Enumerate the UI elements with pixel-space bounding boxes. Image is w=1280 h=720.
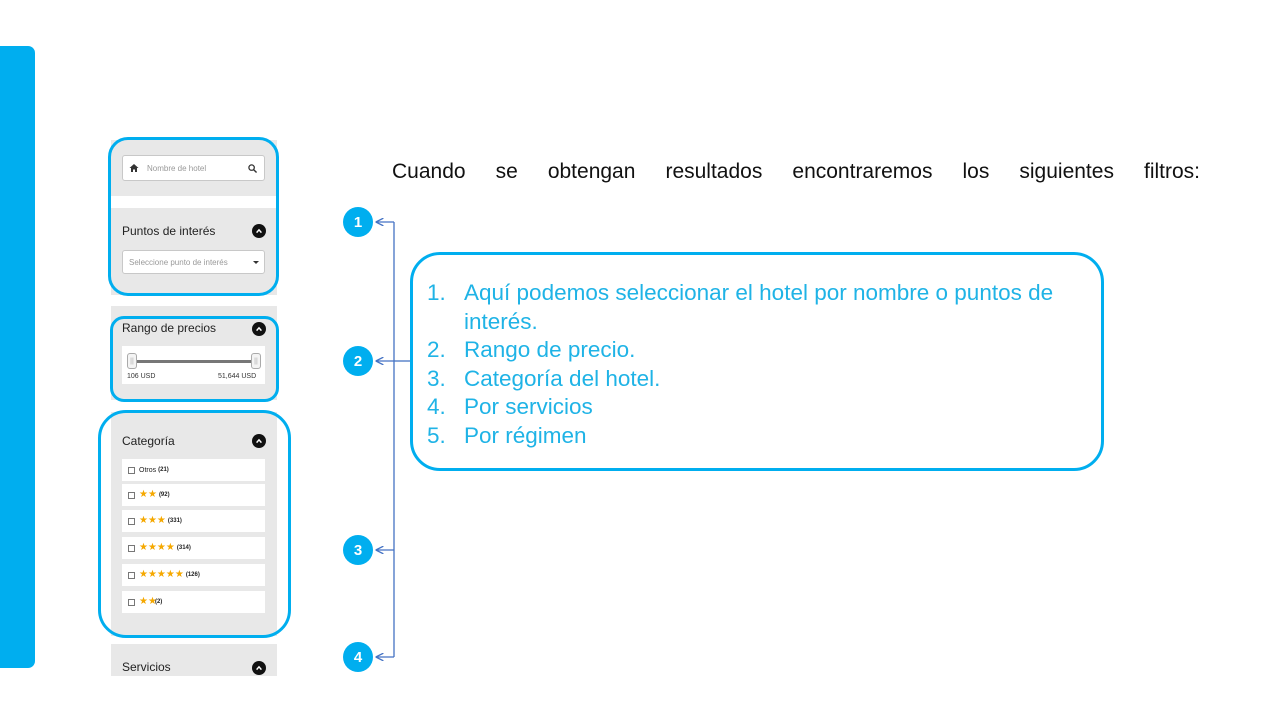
step-number: 3. bbox=[427, 365, 446, 391]
highlight-category-section bbox=[98, 410, 291, 638]
highlight-search-section bbox=[108, 137, 279, 296]
step-number: 1. bbox=[427, 280, 446, 305]
step-number: 5. bbox=[427, 422, 446, 448]
hotel-name-placeholder: Nombre de hotel bbox=[147, 163, 207, 173]
collapse-chevron-up-icon[interactable] bbox=[252, 661, 266, 675]
step-number: 4. bbox=[427, 394, 446, 419]
steps-list bbox=[427, 279, 1064, 450]
connector-lines bbox=[370, 205, 410, 675]
category-count: (126) bbox=[185, 572, 200, 578]
category-count: (331) bbox=[167, 518, 182, 524]
category-count: (92) bbox=[158, 492, 170, 498]
services-title: Servicios bbox=[122, 660, 171, 674]
price-slider-max-handle[interactable]: || bbox=[251, 353, 261, 369]
steps-box bbox=[410, 252, 1104, 471]
star-icon: ★★ bbox=[139, 596, 157, 607]
step-text: Categoría del hotel. bbox=[464, 365, 661, 391]
price-max-label: 51,644 USD bbox=[218, 373, 257, 380]
list-item bbox=[427, 365, 1064, 394]
star-icon: ★★★★★ bbox=[139, 569, 184, 580]
step-text: Aquí podemos seleccionar el hotel por nombre o puntos de interés. bbox=[464, 280, 1054, 334]
star-icon: ★★ bbox=[139, 489, 157, 500]
points-of-interest-title: Puntos de interés bbox=[122, 224, 216, 238]
list-item bbox=[427, 393, 1064, 422]
point-of-interest-placeholder: Seleccione punto de interés bbox=[129, 257, 228, 267]
star-icon: ★★★★ bbox=[139, 542, 175, 553]
list-item bbox=[427, 279, 1064, 336]
category-count: (2) bbox=[154, 599, 163, 605]
marker-4: 4 bbox=[343, 642, 373, 672]
list-item bbox=[427, 422, 1064, 451]
slide-accent-bar bbox=[0, 46, 35, 668]
step-text: Rango de precio. bbox=[464, 337, 636, 362]
price-slider-min-handle[interactable]: || bbox=[127, 353, 137, 369]
step-text: Por servicios bbox=[464, 394, 593, 419]
category-title: Categoría bbox=[122, 434, 175, 448]
intro-text: Cuando se obtengan resultados encontraremos los siguientes filtros: bbox=[392, 160, 1200, 183]
star-icon: ★★★ bbox=[139, 515, 166, 526]
price-range-title: Rango de precios bbox=[122, 321, 217, 335]
marker-1: 1 bbox=[343, 207, 373, 237]
category-label: Otros bbox=[139, 466, 157, 474]
price-min-label: 106 USD bbox=[127, 373, 156, 380]
highlight-price-section bbox=[110, 316, 279, 402]
category-count: (21) bbox=[158, 467, 169, 473]
step-number: 2. bbox=[427, 337, 446, 362]
marker-3: 3 bbox=[343, 535, 373, 565]
list-item bbox=[427, 336, 1064, 365]
marker-2: 2 bbox=[343, 346, 373, 376]
step-text: Por régimen bbox=[464, 422, 587, 448]
category-count: (314) bbox=[176, 545, 191, 551]
